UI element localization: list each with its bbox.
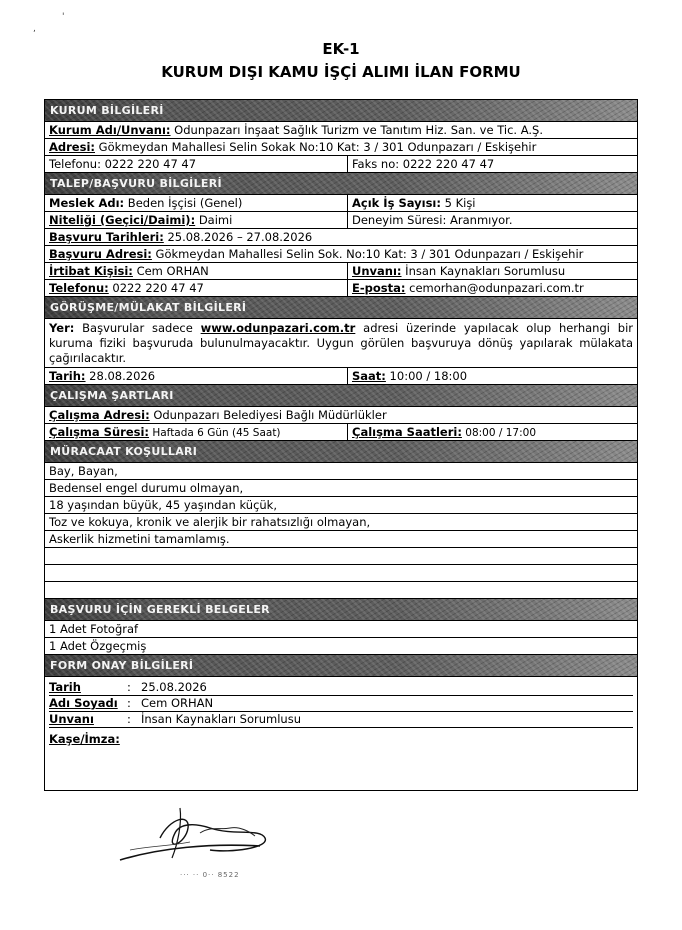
gorusme-saat-label: Saat: [352,369,386,383]
calisma-saat-value: 08:00 / 17:00 [461,427,537,439]
section-kurum: KURUM BİLGİLERİ [45,100,637,122]
kosul-text: 18 yaşından büyük, 45 yaşından küçük, [49,498,277,512]
deneyim: Deneyim Süresi: Aranmıyor. [352,213,513,227]
gorusme-saat-value: 10:00 / 18:00 [385,369,468,383]
basvuru-adres-row [45,246,637,263]
yer-label: Yer: [49,321,75,335]
onay-tarih-row [49,680,633,696]
basvuru-tarih-value: 25.08.2026 – 27.08.2026 [163,230,313,244]
calisma-adres-label: Çalışma Adresi: [49,408,150,422]
telefon-value: 0222 220 47 47 [108,281,204,295]
section-muracaat: MÜRACAAT KOŞULLARI [45,441,637,463]
kosul-item [45,514,637,531]
section-belgeler: BAŞVURU İÇİN GEREKLİ BELGELER [45,599,637,621]
kurum-adres-value: Gökmeydan Mahallesi Selin Sokak No:10 Kat: 3 / 301 Odunpazarı / Eskişehir [95,140,537,154]
kurum-adi-label: Kurum Adı/Unvanı: [49,123,171,137]
meslek-label: Meslek Adı: [49,196,125,210]
calisma-sure-value: Haftada 6 Gün (45 Saat) [149,427,281,439]
kurum-telefon: Telefonu: 0222 220 47 47 [45,156,348,172]
colon: : [127,680,131,694]
basvuru-adres-label: Başvuru Adresi: [49,247,152,261]
belge-text: 1 Adet Fotoğraf [49,622,139,636]
irtibat-row [45,263,637,280]
onay-tarih-label: Tarih [49,680,81,694]
unvan-value: İnsan Kaynakları Sorumlusu [401,264,566,278]
meslek-value: Beden İşçisi (Genel) [124,196,243,210]
basvuru-tarih-row [45,229,637,246]
calisma-sure-label: Çalışma Süresi: [49,425,150,439]
website-link[interactable]: www.odunpazari.com.tr [200,321,356,335]
kurum-adres-row [45,139,637,156]
kosul-text: Bay, Bayan, [49,464,118,478]
form-code: EK-1 [322,40,360,58]
basvuru-adres-value: Gökmeydan Mahallesi Selin Sok. No:10 Kat: 3 / 301 Odunpazarı / Eskişehir [151,247,584,261]
onay-unvan-value: İnsan Kaynakları Sorumlusu [141,712,301,726]
yer-text-post: adresi üzerinde yapılacak olup herhangi bir kuruma fiziki başvuruda bulunulmayacaktır. Uygun görülen başvuruya dönüş yapılarak mülakata çağırılacaktır. [49,321,633,365]
unvan-label: Unvanı: [352,264,402,278]
yer-text-pre: Başvurular sadece [74,321,201,335]
onay-tarih-value: 25.08.2026 [141,680,207,694]
kurum-adi-row [45,122,637,139]
stamp-text: ··· ·· 0·· 8522 [180,871,240,879]
nitelik-value: Daimi [195,213,233,227]
kosul-text: Askerlik hizmetini tamamlamış. [49,532,230,546]
section-calisma: ÇALIŞMA ŞARTLARI [45,385,637,407]
kase-imza-label: Kaşe/İmza: [49,732,120,746]
kosul-item [45,480,637,497]
belge-item [45,621,637,638]
kosul-text: Toz ve kokuya, kronik ve alerjik bir rahatsızlığı olmayan, [49,515,371,529]
onay-adi-value: Cem ORHAN [141,696,214,710]
gorusme-tarih-value: 28.08.2026 [85,369,156,383]
scan-speck: ' [62,12,65,22]
section-gorusme: GÖRÜŞME/MÜLAKAT BİLGİLERİ [45,297,637,319]
empty-row [45,582,637,599]
iletisim-row [45,280,637,297]
eposta-label: E-posta: [352,281,406,295]
onay-unvan-label: Unvanı [49,712,94,726]
kosul-item [45,463,637,480]
nitelik-label: Niteliği (Geçici/Daimi): [49,213,196,227]
announcement-form [44,99,638,791]
irtibat-label: İrtibat Kişisi: [49,264,133,278]
nitelik-row [45,212,637,229]
empty-row [45,548,637,565]
colon: : [127,712,131,726]
colon: : [127,696,131,710]
section-talep: TALEP/BAŞVURU BİLGİLERİ [45,173,637,195]
kosul-text: Bedensel engel durumu olmayan, [49,481,244,495]
kurum-adres-label: Adresi: [49,140,95,154]
onay-unvan-row [49,712,633,728]
empty-row [45,565,637,582]
kosul-item [45,497,637,514]
kurum-adi-value: Odunpazarı İnşaat Sağlık Turizm ve Tanıtım Hiz. San. ve Tic. A.Ş. [170,123,543,137]
calisma-adres-row [45,407,637,424]
belge-item [45,638,637,655]
signature-icon [60,798,300,878]
gorusme-tarih-label: Tarih: [49,369,86,383]
calisma-adres-value: Odunpazarı Belediyesi Bağlı Müdürlükler [149,408,387,422]
telefon-label: Telefonu: [49,281,109,295]
onay-adi-row [49,696,633,712]
acik-is-value: 5 Kişi [440,196,476,210]
kosul-item [45,531,637,548]
form-title: KURUM DIŞI KAMU İŞÇİ ALIMI İLAN FORMU [161,63,521,81]
onay-adi-label: Adı Soyadı [49,696,118,710]
onay-block [45,677,637,728]
irtibat-value: Cem ORHAN [132,264,209,278]
yer-paragraph [45,319,637,368]
kurum-telefon-row [45,156,637,173]
calisma-sure-row [45,424,637,441]
kurum-faks: Faks no: 0222 220 47 47 [352,157,495,171]
calisma-saat-label: Çalışma Saatleri: [352,425,462,439]
acik-is-label: Açık İş Sayısı: [352,196,441,210]
eposta-value: cemorhan@odunpazari.com.tr [405,281,584,295]
belge-text: 1 Adet Özgeçmiş [49,639,147,653]
kase-imza-area [45,728,637,790]
scan-speck: , [33,24,36,34]
basvuru-tarih-label: Başvuru Tarihleri: [49,230,164,244]
gorusme-tarih-row [45,368,637,385]
meslek-row [45,195,637,212]
section-onay: FORM ONAY BİLGİLERİ [45,655,637,677]
